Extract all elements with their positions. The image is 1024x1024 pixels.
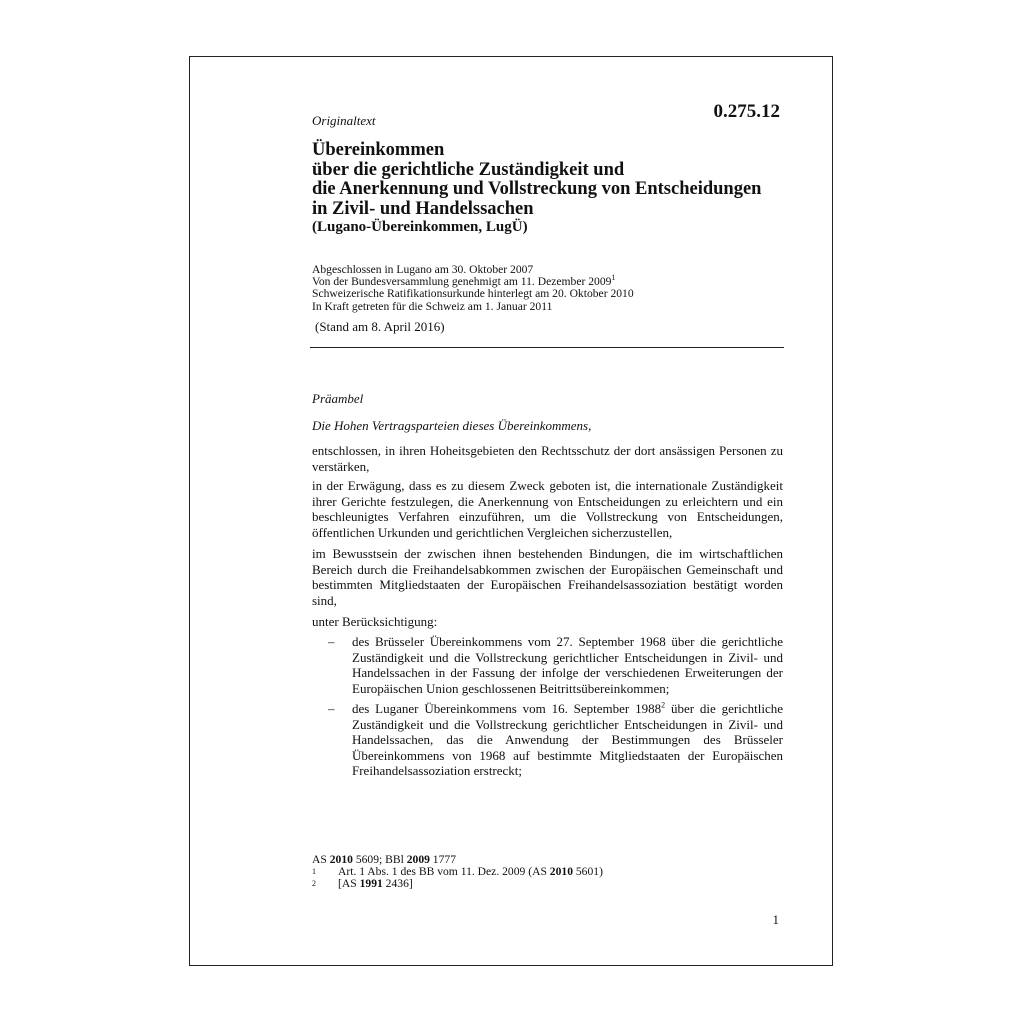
- preamble-intro: Die Hohen Vertragsparteien dieses Übereinkommens,: [312, 418, 592, 433]
- header-divider: [310, 347, 784, 348]
- document-subtitle: (Lugano-Übereinkommen, LugÜ): [312, 219, 528, 235]
- footnote-text: 2436]: [382, 877, 413, 890]
- preamble-paragraph: im Bewusstsein der zwischen ihnen bestehenden Bindungen, die im wirtschaftlichen Bereich durch die Freihandelsabkommen zwischen der Europäischen Gemeinschaft und bestimmten Mitgliedstaaten der Europäischen Freihandelsassoziation bestätigt worden sind,: [312, 546, 783, 608]
- concluded-line: Abgeschlossen in Lugano am 30. Oktober 2007: [312, 263, 534, 276]
- page-number: 1: [772, 912, 779, 927]
- list-item-text: des Luganer Übereinkommens vom 16. September 1988: [352, 701, 662, 716]
- list-item-text: des Brüsseler Übereinkommens vom 27. September 1968 über die gerichtliche Zuständigkeit und die Vollstreckung gerichtlicher Entscheidungen in Zivil- und Handelssachen in der Fassung der infolge der verschiedenen Erweiterungen der Europäischen Union geschlossenen Beitrittsübereinkommen;: [352, 634, 783, 696]
- original-text-label: Originaltext: [312, 113, 376, 128]
- enactment-facts: [312, 264, 634, 313]
- dash-bullet: –: [328, 701, 335, 716]
- list-item-text: über die gerichtliche Zuständigkeit und die Vollstreckung gerichtlicher Entscheidungen in Zivil- und Handelssachen, das die Anwendung der Bestimmungen des Brüsseler Übereinkommens von 1968 auf bestimmte Mitgliedstaaten der Europäischen Freihandelsassoziation erstreckt;: [352, 701, 783, 779]
- ref-text: AS: [312, 853, 330, 866]
- footnote-ref[interactable]: 2: [661, 700, 666, 710]
- footnote-ref[interactable]: 1: [611, 273, 616, 283]
- footnote-mark: 1: [312, 867, 316, 876]
- preamble-paragraph: entschlossen, in ihren Hoheitsgebieten den Rechtsschutz der dort ansässigen Personen zu verstärken,: [312, 443, 783, 474]
- dash-bullet: –: [328, 634, 335, 649]
- ref-year: 2010: [329, 853, 353, 866]
- footnote-mark: 2: [312, 879, 316, 888]
- preamble-paragraph: in der Erwägung, dass es zu diesem Zweck geboten ist, die internationale Zuständigkeit ihrer Gerichte festzulegen, die Anerkennung von Entscheidungen zu erleichtern und ein beschleunigtes Verfahren einzuführen, um die Vollstreckung von Entscheidungen, öffentlichen Urkunden und gerichtlichen Vergleichen sicherzustellen,: [312, 478, 783, 540]
- in-force-line: In Kraft getreten für die Schweiz am 1. Januar 2011: [312, 299, 553, 313]
- list-item: [312, 634, 783, 696]
- ref-year: 2009: [406, 853, 430, 866]
- footnote-year: 1991: [359, 877, 383, 890]
- ratification-line: Schweizerische Ratifikationsurkunde hinterlegt am 20. Oktober 2010: [312, 287, 634, 301]
- ref-text: 5609; BBl: [352, 853, 407, 866]
- title-line: die Anerkennung und Vollstreckung von Entscheidungen: [312, 179, 762, 199]
- footnote-text: Art. 1 Abs. 1 des BB vom 11. Dez. 2009 (AS: [338, 865, 550, 878]
- ref-text: 1777: [429, 853, 456, 866]
- list-item: [312, 701, 783, 779]
- title-line: Übereinkommen: [312, 140, 445, 160]
- preamble-heading: Präambel: [312, 391, 364, 406]
- footnote-text: 5601): [572, 865, 603, 878]
- status-date: (Stand am 8. April 2016): [315, 319, 445, 334]
- footnote: [312, 878, 413, 891]
- sr-number: 0.275.12: [713, 101, 780, 122]
- document-title: [312, 141, 792, 219]
- approved-text: Von der Bundesversammlung genehmigt am 11. Dezember 2009: [312, 275, 612, 289]
- preamble-paragraph: unter Berücksichtigung:: [312, 614, 438, 629]
- title-line: über die gerichtliche Zuständigkeit und: [312, 159, 625, 180]
- footnote-text: [AS: [338, 877, 360, 890]
- title-line: in Zivil- und Handelssachen: [312, 198, 534, 219]
- footnote-year: 2010: [549, 865, 573, 878]
- document-page: [189, 56, 833, 966]
